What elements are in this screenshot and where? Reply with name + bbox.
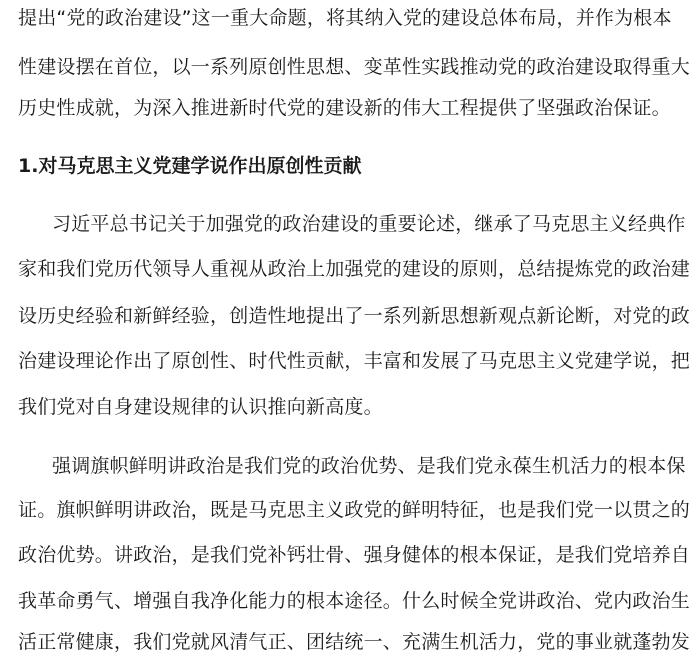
intro-line-1: 提出“党的政治建设”这一重大命题，将其纳入党的建设总体布局，并作为根本 (18, 7, 672, 29)
paragraph-1-line-5: 我们党对自身建设规律的认识推向新高度。 (18, 396, 383, 418)
paragraph-2-line-1: 强调旗帜鲜明讲政治是我们党的政治优势、是我们党永葆生机活力的根本保 (52, 455, 686, 477)
paragraph-2-line-4: 我革命勇气、增强自我净化能力的根本途径。什么时候全党讲政治、党内政治生 (18, 590, 690, 612)
paragraph-2-line-5: 活正常健康，我们党就风清气正、团结统一、充满生机活力，党的事业就蓬勃发 (18, 631, 690, 653)
paragraph-1-line-2: 家和我们党历代领导人重视从政治上加强党的建设的原则，总结提炼党的政治建 (18, 258, 690, 280)
paragraph-1-line-4: 治建设理论作出了原创性、时代性贡献，丰富和发展了马克思主义党建学说，把 (18, 350, 690, 372)
paragraph-2-line-3: 政治优势。讲政治，是我们党补钙壮骨、强身健体的根本保证，是我们党培养自 (18, 544, 690, 566)
paragraph-1-line-3: 设历史经验和新鲜经验，创造性地提出了一系列新思想新观点新论断，对党的政 (18, 305, 690, 327)
paragraph-1-line-1: 习近平总书记关于加强党的政治建设的重要论述，继承了马克思主义经典作 (52, 213, 686, 235)
intro-line-3: 历史性成就，为深入推进新时代党的建设新的伟大工程提供了坚强政治保证。 (18, 97, 671, 119)
paragraph-2-line-2: 证。旗帜鲜明讲政治，既是马克思主义政党的鲜明特征，也是我们党一以贯之的 (18, 499, 690, 521)
intro-line-2: 性建设摆在首位，以一系列原创性思想、变革性实践推动党的政治建设取得重大 (18, 56, 690, 78)
section-heading: 1.对马克思主义党建学说作出原创性贡献 (18, 155, 362, 177)
